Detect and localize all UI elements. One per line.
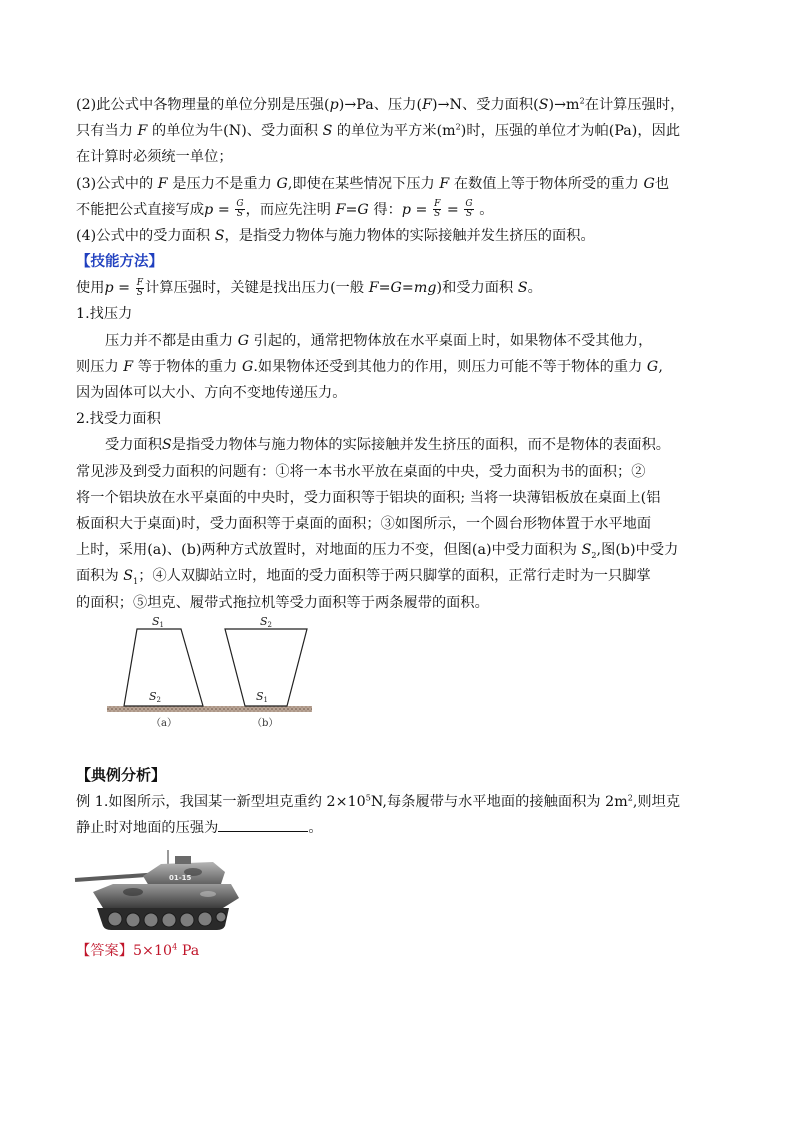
label-a-top: S1	[152, 615, 165, 629]
example-1-question: 例 1.如图所示，我国某一新型坦克重约 $2\times 10^5N$,每条履带与水平地面的接触面积为 $2m^2$,则坦克 静止时对地面的压强为 。	[76, 793, 681, 837]
heading-example-analysis: 【典例分析】	[76, 766, 167, 784]
caption-a: （a）	[151, 718, 177, 729]
tank-hull	[93, 884, 239, 908]
tank-hatch	[175, 856, 191, 864]
paragraph-skill-intro: 使用p = $\frac{F}{S}$ 计算压强时，关键是找出压力(一般 F=G=mg)和受力面积 S。	[76, 277, 542, 298]
paragraph-find-area: 受力面积S是指受力物体与施力物体的实际接触并发生挤压的面积，而不是物体的表面积。 常见涉及到受力面积的问题有：①将一本书水平放在桌面的中央，受力面积为书的面积；② 将一个铝块放在水平桌面的中央时，受力面积等于铝块的面积; 当将一块薄铝板放在桌面上(铝 板面积大于桌面)时，受力面积等于桌面的面积；③如图所示，一个圆台形物体置于水平地面 上时，采用(a)、(b)两种方式放置时，对地面的压力不变，但图(a)中受力面积为 $S_2$,图(b)中受力 面积为 $S_1$；④人双脚站立时，地面的受力面积等于两只脚掌的面积，正常行走时为一只脚掌 的面积；⑤坦克、履带式拖拉机等受力面积等于两条履带的面积。	[76, 437, 679, 611]
document-page	[76, 92, 736, 616]
fraction-g-over-s: $\frac{G}{S}$	[236, 199, 244, 220]
ground-hatch	[107, 706, 312, 712]
paragraph-units: (2)此公式中各物理量的单位分别是压强(p)→Pa、压力(F)→N、受力面积$(S)\to m^2$在计算压强时， 只有当力 F 的单位为牛(N)、受力面积 S 的单位为平方米$(m^2)$时，压强的单位才为帕(Pa)，因此 在计算时必须统一单位；	[76, 96, 685, 166]
caption-b: （b）	[252, 718, 279, 729]
label-b-bottom: S1	[256, 690, 269, 704]
paragraph-find-pressure: 压力并不都是由重力 G 引起的，通常把物体放在水平桌面上时，如果物体不受其他力， 则压力 F 等于物体的重力 G.如果物体还受到其他力的作用，则压力可能不等于物体的重力 G, 因为固体可以大小、方向不变地传递压力。	[76, 332, 663, 402]
tank-image	[73, 842, 243, 941]
frustum-b	[225, 629, 307, 706]
label-a-bottom: S2	[149, 690, 162, 704]
answer-value: $5\times 10^4$ Pa	[132, 942, 200, 959]
fraction-f-over-s: $\frac{F}{S}$	[434, 199, 441, 220]
frustum-a	[124, 629, 203, 706]
example-section	[76, 761, 736, 841]
frustum-diagram	[107, 612, 312, 732]
tank-illustration	[73, 842, 243, 937]
paragraph-contact-area: (4)公式中的受力面积 S，是指受力物体与施力物体的实际接触并发生挤压的面积。	[76, 228, 595, 245]
frustum-figure	[107, 612, 312, 736]
fraction-f-over-s-intro: $\frac{F}{S}$	[136, 277, 143, 298]
paragraph-pressure-vs-gravity: (3)公式中的 F 是压力不是重力 G,即使在某些情况下压力 F 在数值上等于物体所受的重力 G也 不能把公式直接写成p = $\frac{G}{S}$ ，而应先注明 F=G 得：p = $\frac{F}{S}$ = $\frac{G}{S}$ 。	[76, 175, 670, 220]
answer-blank[interactable]	[218, 817, 308, 832]
answer-line	[76, 938, 199, 964]
subheading-find-area: 2.找受力面积	[76, 411, 161, 428]
heading-skill-method: 【技能方法】	[76, 253, 163, 271]
fraction-g-over-s-2: $\frac{G}{S}$	[465, 199, 473, 220]
answer-label: 【答案】	[76, 943, 133, 959]
subheading-find-pressure: 1.找压力	[76, 306, 133, 323]
tank-number: 01-15	[169, 874, 192, 882]
label-b-top: S2	[260, 615, 273, 629]
